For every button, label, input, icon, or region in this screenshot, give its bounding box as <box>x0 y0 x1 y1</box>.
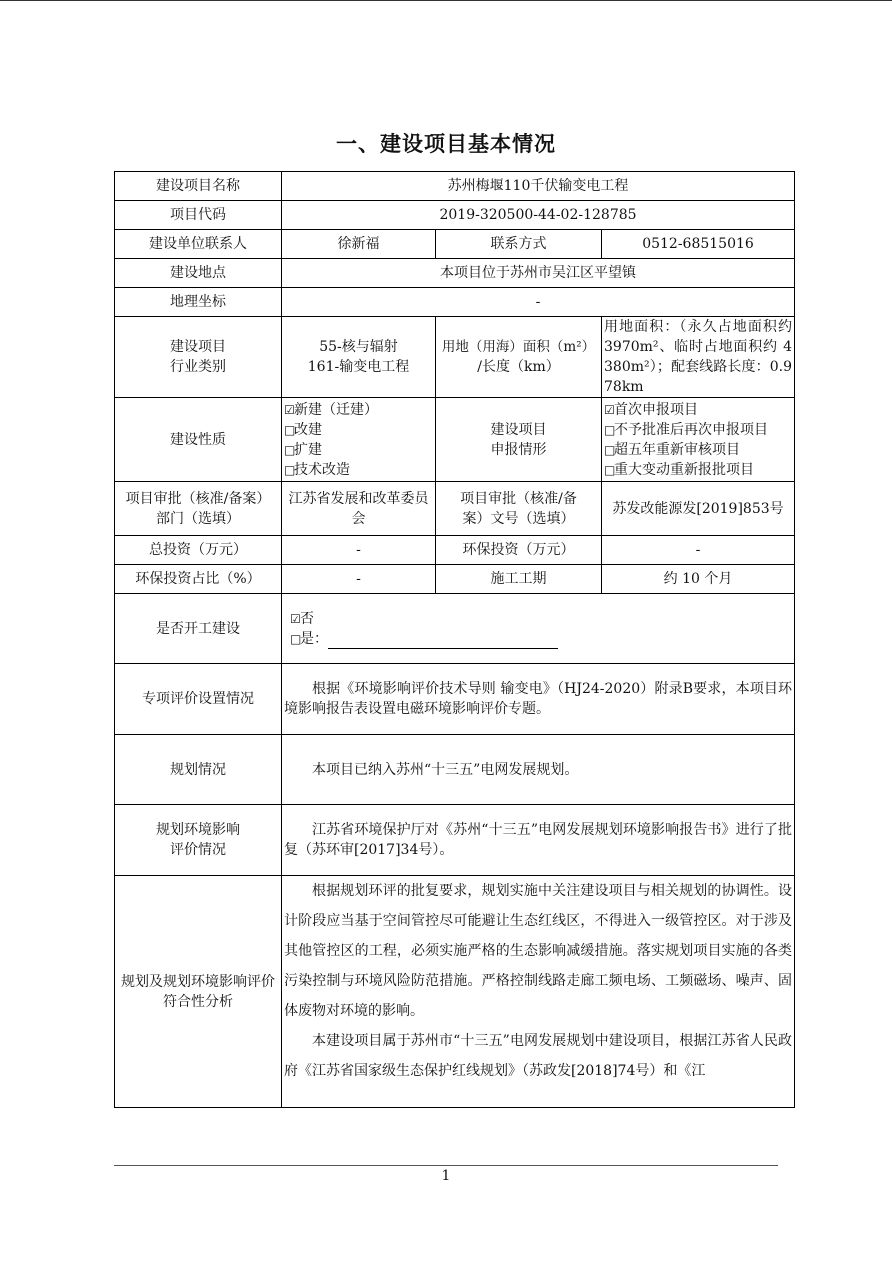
row-special-eval <box>115 664 795 735</box>
industry-label <box>115 317 282 398</box>
land-area-label-line1: 用地（用海）面积（m²） <box>441 339 596 355</box>
unchecked-box-icon: □ <box>290 631 302 646</box>
row-coordinates <box>115 288 795 317</box>
planning-env-paragraph: 江苏省环境保护厅对《苏州“十三五”电网发展规划环境影响报告书》进行了批复（苏环审[2017]34号）。 <box>284 822 793 858</box>
application-option-first <box>604 400 792 420</box>
coordinates-label: 地理坐标 <box>115 288 282 317</box>
env-ratio-value: - <box>282 565 436 594</box>
approval-dept-label: 项目审批（核准/备案）部门（选填） <box>115 482 282 536</box>
page-title: 一、建设项目基本情况 <box>336 132 556 156</box>
industry-value <box>282 317 436 398</box>
nature-option-new-label: 新建（迁建） <box>294 401 378 418</box>
row-industry <box>115 317 795 398</box>
row-nature <box>115 398 795 482</box>
started-option-yes <box>290 629 792 649</box>
nature-option-rebuild-label: 改建 <box>294 421 322 438</box>
project-code-value: 2019-320500-44-02-128785 <box>282 201 795 230</box>
land-area-label-line2: /长度（km） <box>477 359 560 375</box>
application-label-line1: 建设项目 <box>490 421 547 438</box>
approval-dept-value: 江苏省发展和改革委员会 <box>282 482 436 536</box>
application-option-five-years <box>604 440 792 460</box>
planning-text <box>282 735 795 805</box>
project-name-value: 苏州梅堰110千伏输变电工程 <box>282 172 795 201</box>
planning-label: 规划情况 <box>115 735 282 805</box>
started-options <box>282 594 795 664</box>
unchecked-box-icon: □ <box>604 462 616 477</box>
nature-option-tech-label: 技术改造 <box>294 461 350 478</box>
application-option-first-label: 首次申报项目 <box>614 401 698 418</box>
application-label-line2: 申报情形 <box>490 441 547 458</box>
env-investment-value: - <box>602 536 795 565</box>
special-eval-label: 专项评价设置情况 <box>115 664 282 735</box>
nature-label: 建设性质 <box>115 398 282 482</box>
row-project-name <box>115 172 795 201</box>
checked-box-icon: ☑ <box>290 611 301 626</box>
contact-method-label: 联系方式 <box>436 230 602 259</box>
industry-value-line2: 161-输变电工程 <box>307 359 410 375</box>
industry-label-line1: 建设项目 <box>170 339 226 355</box>
application-options <box>602 398 795 482</box>
row-approval <box>115 482 795 536</box>
contact-phone: 0512-68515016 <box>602 230 795 259</box>
row-project-code <box>115 201 795 230</box>
nature-option-new <box>284 400 433 420</box>
top-border-line <box>0 0 892 1</box>
compliance-paragraph-1: 根据规划环评的批复要求，规划实施中关注建设项目与相关规划的协调性。设计阶段应当基于空间管控尽可能避让生态红线区，不得进入一级管控区。对于涉及其他管控区的工程，必须实施严格的生态影响减缓措施。落实规划项目实施的各类污染控制与环境风险防范措施。严格控制线路走廊工频电场、工频磁场、噪声、固体废物对环境的影响。 <box>284 883 793 1019</box>
row-investment <box>115 536 795 565</box>
compliance-label: 规划及规划环境影响评价符合性分析 <box>115 876 282 1108</box>
application-option-five-years-label: 超五年重新审核项目 <box>614 441 740 458</box>
nature-option-expand-label: 扩建 <box>294 441 322 458</box>
land-area-label <box>436 317 602 398</box>
coordinates-value: - <box>282 288 795 317</box>
started-option-no-label: 否 <box>300 610 314 627</box>
nature-options <box>282 398 436 482</box>
application-option-reapply <box>604 420 792 440</box>
checked-box-icon: ☑ <box>604 402 615 417</box>
application-option-major-change-label: 重大变动重新报批项目 <box>614 461 754 478</box>
planning-paragraph: 本项目已纳入苏州“十三五”电网发展规划。 <box>312 761 579 778</box>
env-investment-label: 环保投资（万元） <box>436 536 602 565</box>
planning-env-label <box>115 805 282 876</box>
started-label: 是否开工建设 <box>115 594 282 664</box>
compliance-text <box>282 876 795 1108</box>
row-planning-env <box>115 805 795 876</box>
compliance-paragraph-2: 本建设项目属于苏州市“十三五”电网发展规划中建设项目，根据江苏省人民政府《江苏省国家级生态保护红线规划》（苏政发[2018]74号）和《江 <box>284 1033 793 1079</box>
unchecked-box-icon: □ <box>284 442 296 457</box>
started-option-yes-label: 是： <box>300 630 328 647</box>
footer-divider <box>114 1165 778 1166</box>
approval-doc-label: 项目审批（核准/备案）文号（选填） <box>436 482 602 536</box>
env-ratio-label: 环保投资占比（%） <box>115 565 282 594</box>
land-area-value: 用地面积：（永久占地面积约 3970m²、临时占地面积约 4380m²）；配套线路长度：0.978km <box>602 317 795 398</box>
row-location <box>115 259 795 288</box>
construction-period-value: 约 10 个月 <box>602 565 795 594</box>
unchecked-box-icon: □ <box>604 442 616 457</box>
project-name-label: 建设项目名称 <box>115 172 282 201</box>
checked-box-icon: ☑ <box>284 402 295 417</box>
industry-value-line1: 55-核与辐射 <box>319 339 398 355</box>
row-contact <box>115 230 795 259</box>
location-label: 建设地点 <box>115 259 282 288</box>
total-investment-value: - <box>282 536 436 565</box>
application-label <box>436 398 602 482</box>
special-eval-text <box>282 664 795 735</box>
unchecked-box-icon: □ <box>284 462 296 477</box>
approval-doc-value: 苏发改能源发[2019]853号 <box>602 482 795 536</box>
row-env-ratio <box>115 565 795 594</box>
application-option-reapply-label: 不予批准后再次申报项目 <box>614 421 768 438</box>
nature-option-rebuild <box>284 420 433 440</box>
special-eval-paragraph: 根据《环境影响评价技术导则 输变电》（HJ24-2020）附录B要求，本项目环境影响报告表设置电磁环境影响评价专题。 <box>284 681 793 717</box>
unchecked-box-icon: □ <box>284 422 296 437</box>
unchecked-box-icon: □ <box>604 422 616 437</box>
page-number: 1 <box>441 1168 451 1184</box>
nature-option-expand <box>284 440 433 460</box>
planning-env-label-line2: 评价情况 <box>170 842 226 858</box>
planning-env-label-line1: 规划环境影响 <box>156 822 240 838</box>
project-code-label: 项目代码 <box>115 201 282 230</box>
industry-label-line2: 行业类别 <box>170 359 226 375</box>
row-planning <box>115 735 795 805</box>
location-value: 本项目位于苏州市吴江区平望镇 <box>282 259 795 288</box>
construction-period-label: 施工工期 <box>436 565 602 594</box>
project-info-table <box>114 171 795 1108</box>
started-option-no <box>290 609 792 629</box>
row-compliance <box>115 876 795 1108</box>
application-option-major-change <box>604 460 792 480</box>
contact-label: 建设单位联系人 <box>115 230 282 259</box>
total-investment-label: 总投资（万元） <box>115 536 282 565</box>
nature-option-tech <box>284 460 433 480</box>
planning-env-text <box>282 805 795 876</box>
started-blank-line <box>328 634 558 649</box>
contact-name: 徐新福 <box>282 230 436 259</box>
row-started <box>115 594 795 664</box>
